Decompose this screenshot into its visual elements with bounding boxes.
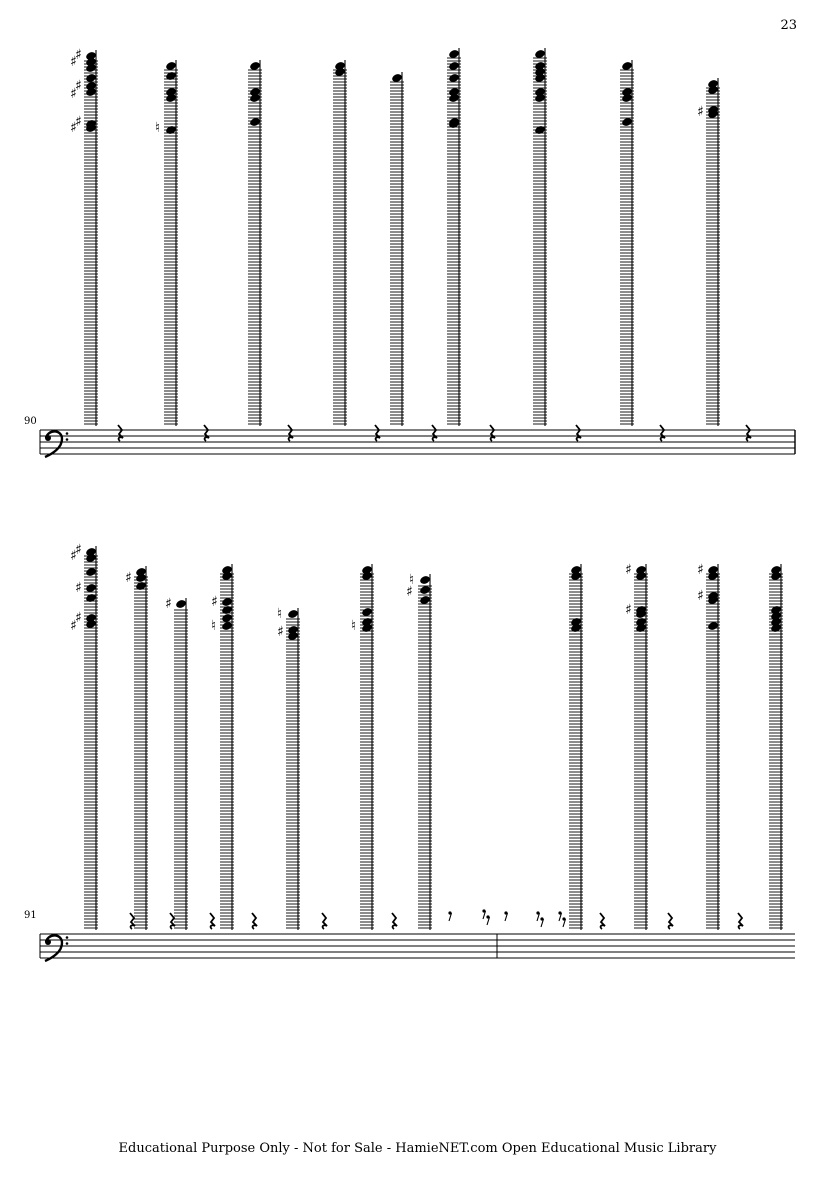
quarter-rest [130,913,135,929]
chord [697,78,720,426]
accidental: ♯ [70,120,77,136]
quarter-rest [322,913,327,929]
accidental: ♯ [75,78,82,94]
accidental: ♯ [625,562,632,578]
small-rest [448,911,451,921]
accidental: ♯ [75,542,82,558]
accidental: ♯ [125,570,132,586]
small-rest [536,911,539,921]
chord [390,72,404,426]
quarter-rest [432,425,437,441]
chord [533,48,547,426]
accidental: ♯ [697,104,704,120]
accidental: ♯ [697,588,704,604]
chord [333,60,347,426]
chord [277,606,300,930]
measure-number-90: 90 [24,416,37,427]
accidental: ♯ [70,54,77,70]
quarter-rest [375,425,380,441]
chord [351,564,374,930]
accidental: ♮ [409,572,415,588]
chord [211,564,234,930]
quarter-rest [252,913,257,929]
page-number: 23 [780,18,797,33]
note-head [419,575,431,585]
small-rest [486,915,489,925]
measure-number-91: 91 [24,910,37,921]
chord [70,47,98,426]
quarter-rest [392,913,397,929]
small-rest [504,911,507,921]
chord [70,542,98,930]
note-head [534,125,546,135]
small-rest [482,909,485,919]
accidental: ♯ [625,602,632,618]
note-head [165,71,177,81]
chord [155,60,178,426]
staff-system-1 [40,47,795,457]
accidental: ♯ [75,610,82,626]
footer-text: Educational Purpose Only - Not for Sale - HamieNET.com Open Educational Music Library [118,1141,717,1156]
quarter-rest [660,425,665,441]
chord [447,48,461,426]
chord [769,564,783,930]
accidental: ♯ [165,596,172,612]
small-rest [562,917,565,927]
quarter-rest [738,913,743,929]
accidental: ♮ [155,120,161,136]
chord [125,566,148,930]
accidental: ♮ [351,618,357,634]
note-head [85,593,97,603]
chord [569,564,583,930]
note-head [221,605,233,615]
accidental: ♯ [75,47,82,63]
accidental: ♯ [75,580,82,596]
accidental: ♯ [70,618,77,634]
bass-clef [45,431,68,457]
chord [697,562,720,930]
chord [406,572,432,930]
quarter-rest [118,425,123,441]
quarter-rest [600,913,605,929]
bass-clef [45,935,68,961]
chord [625,562,648,930]
quarter-rest [746,425,751,441]
accidental: ♯ [70,548,77,564]
note-head [175,599,187,609]
note-head [135,581,147,591]
staff-system-2 [40,542,795,961]
note-head [287,609,299,619]
accidental: ♯ [211,594,218,610]
chord [620,60,634,426]
accidental: ♯ [406,584,413,600]
accidental: ♯ [70,86,77,102]
small-rest [558,911,561,921]
chord [248,60,262,426]
accidental: ♯ [75,114,82,130]
quarter-rest [668,913,673,929]
accidental: ♯ [277,624,284,640]
accidental: ♯ [697,562,704,578]
quarter-rest [210,913,215,929]
note-head [165,125,177,135]
small-rest [540,917,543,927]
quarter-rest [490,425,495,441]
quarter-rest [204,425,209,441]
quarter-rest [576,425,581,441]
accidental: ♮ [277,606,283,622]
accidental: ♮ [211,618,217,634]
chord [165,596,188,930]
quarter-rest [170,913,175,929]
quarter-rest [288,425,293,441]
